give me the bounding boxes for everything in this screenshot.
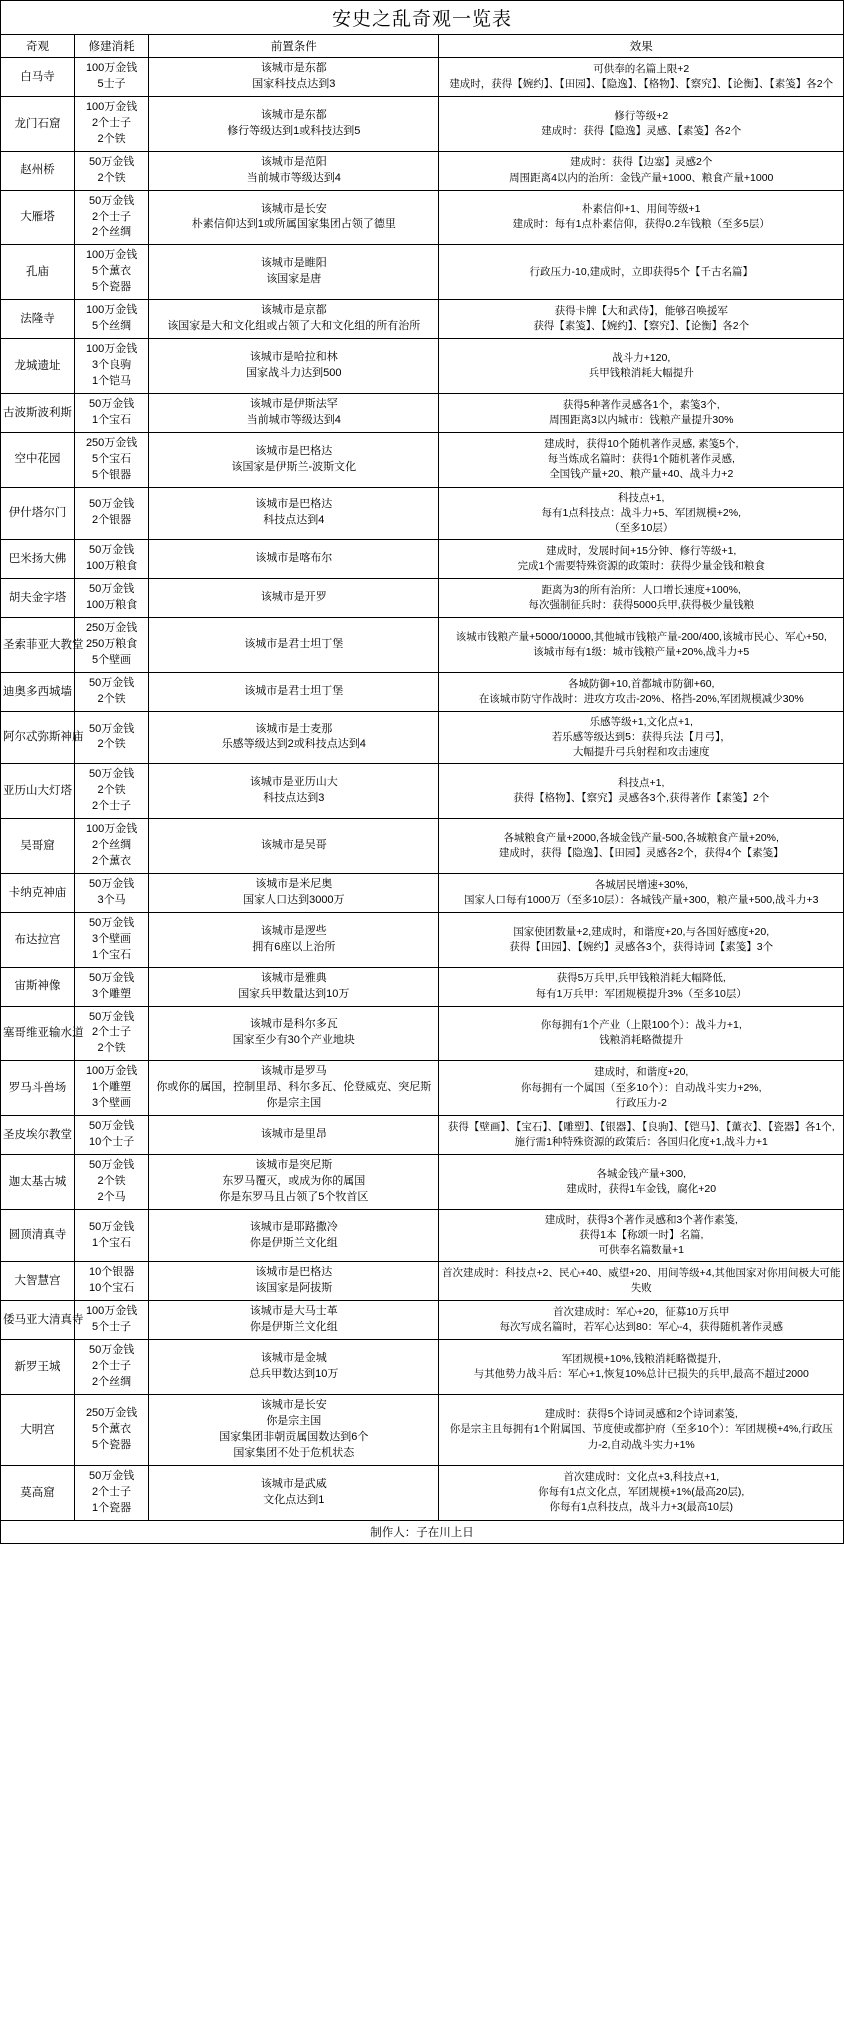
wonder-cost-cell: 100万金钱 5个丝绸	[75, 300, 149, 339]
table-row	[1, 1006, 844, 1061]
wonder-effect-cell: 首次建成时：军心+20，征募10万兵甲 每次写成名篇时，若军心达到80：军心-4，获得随机著作灵感	[439, 1301, 844, 1340]
wonder-cost-cell: 10个银器 10个宝石	[75, 1262, 149, 1301]
wonder-name-cell: 迦太基古城	[1, 1155, 75, 1210]
credit-text: 制作人：子在川上日	[1, 1520, 844, 1543]
wonder-name-cell: 大雁塔	[1, 190, 75, 245]
wonder-requirement-cell: 该城市是君士坦丁堡	[149, 617, 439, 672]
wonder-name-cell: 莫高窟	[1, 1465, 75, 1520]
wonder-name-cell: 宙斯神像	[1, 967, 75, 1006]
table-row	[1, 672, 844, 711]
wonder-effect-cell: 朴素信仰+1、用间等级+1 建成时：每有1点朴素信仰，获得0.2车钱粮（至多5层）	[439, 190, 844, 245]
wonder-name-cell: 迪奥多西城墙	[1, 672, 75, 711]
table-row	[1, 393, 844, 432]
wonder-cost-cell: 50万金钱 100万粮食	[75, 579, 149, 618]
wonder-effect-cell: 可供奉的名篇上限+2 建成时，获得【婉约】、【田园】、【隐逸】、【格物】、【察究】、【论衡】、【素笺】各2个	[439, 58, 844, 97]
wonder-cost-cell: 50万金钱 2个铁 2个士子	[75, 764, 149, 819]
table-row	[1, 1262, 844, 1301]
table-row	[1, 540, 844, 579]
wonder-cost-cell: 50万金钱 1个宝石	[75, 393, 149, 432]
wonder-requirement-cell: 该城市是喀布尔	[149, 540, 439, 579]
wonder-effect-cell: 该城市钱粮产量+5000/10000,其他城市钱粮产量-200/400,该城市民心、军心+50, 该城市每有1级：城市钱粮产量+20%,战斗力+5	[439, 617, 844, 672]
wonder-effect-cell: 各城金钱产量+300, 建成时，获得1车金钱，腐化+20	[439, 1155, 844, 1210]
table-row	[1, 1209, 844, 1262]
wonder-effect-cell: 获得卡牌【大和武侍】，能够召唤援军 获得【素笺】、【婉约】、【察究】、【论衡】各2个	[439, 300, 844, 339]
wonder-requirement-cell: 该城市是东都 修行等级达到1或科技达到5	[149, 96, 439, 151]
wonder-cost-cell: 50万金钱 3个壁画 1个宝石	[75, 912, 149, 967]
wonder-effect-cell: 乐感等级+1,文化点+1, 若乐感等级达到5：获得兵法【月弓】， 大幅提升弓兵射程和攻击速度	[439, 711, 844, 764]
table-row	[1, 711, 844, 764]
wonder-name-cell: 胡夫金字塔	[1, 579, 75, 618]
wonder-requirement-cell: 该城市是亚历山大 科技点达到3	[149, 764, 439, 819]
wonder-name-cell: 孔庙	[1, 245, 75, 300]
table-row	[1, 1465, 844, 1520]
wonder-effect-cell: 军团规模+10%,钱粮消耗略微提升, 与其他势力战斗后：军心+1,恢复10%总计已损失的兵甲,最高不超过2000	[439, 1340, 844, 1395]
table-row	[1, 1155, 844, 1210]
wonder-requirement-cell: 该城市是巴格达 该国家是伊斯兰-波斯文化	[149, 432, 439, 487]
wonder-requirement-cell: 该城市是大马士革 你是伊斯兰文化组	[149, 1301, 439, 1340]
wonder-requirement-cell: 该城市是士麦那 乐感等级达到2或科技点达到4	[149, 711, 439, 764]
wonder-name-cell: 圣索菲亚大教堂	[1, 617, 75, 672]
wonder-effect-cell: 获得【壁画】、【宝石】、【雕塑】、【银器】、【良驹】、【铠马】、【薰衣】、【瓷器】各1个, 施行需1种特殊资源的政策后：各国归化度+1,战斗力+1	[439, 1116, 844, 1155]
wonder-effect-cell: 建成时，获得3个著作灵感和3个著作素笺, 获得1本【称颂一时】名篇, 可供奉名篇数量+1	[439, 1209, 844, 1262]
wonder-name-cell: 大明宫	[1, 1395, 75, 1466]
column-header-name: 奇观	[1, 35, 75, 58]
wonder-cost-cell: 250万金钱 5个薰衣 5个瓷器	[75, 1395, 149, 1466]
table-row	[1, 912, 844, 967]
wonder-name-cell: 龙城遗址	[1, 339, 75, 394]
table-row	[1, 151, 844, 190]
table-row	[1, 617, 844, 672]
table-row	[1, 487, 844, 540]
table-row	[1, 58, 844, 97]
wonder-effect-cell: 建成时，发展时间+15分钟、修行等级+1, 完成1个需要特殊资源的政策时：获得少量金钱和粮食	[439, 540, 844, 579]
wonder-cost-cell: 50万金钱 1个宝石	[75, 1209, 149, 1262]
wonder-name-cell: 阿尔忒弥斯神庙	[1, 711, 75, 764]
table-row	[1, 967, 844, 1006]
wonder-cost-cell: 50万金钱 2个铁	[75, 711, 149, 764]
wonder-name-cell: 赵州桥	[1, 151, 75, 190]
wonder-cost-cell: 100万金钱 5士子	[75, 58, 149, 97]
wonder-effect-cell: 建成时，和谐度+20, 你每拥有一个属国（至多10个）：自动战斗实力+2%, 行政压力-2	[439, 1061, 844, 1116]
table-row	[1, 339, 844, 394]
table-header-row	[1, 35, 844, 58]
wonder-effect-cell: 获得5万兵甲,兵甲钱粮消耗大幅降低, 每有1万兵甲：军团规模提升3%（至多10层）	[439, 967, 844, 1006]
wonder-cost-cell: 50万金钱 10个士子	[75, 1116, 149, 1155]
wonder-cost-cell: 50万金钱 2个士子 1个瓷器	[75, 1465, 149, 1520]
table-row	[1, 432, 844, 487]
wonder-requirement-cell: 该城市是武威 文化点达到1	[149, 1465, 439, 1520]
wonder-cost-cell: 50万金钱 100万粮食	[75, 540, 149, 579]
wonder-name-cell: 卡纳克神庙	[1, 873, 75, 912]
wonder-cost-cell: 50万金钱 3个马	[75, 873, 149, 912]
table-row	[1, 1340, 844, 1395]
wonder-name-cell: 新罗王城	[1, 1340, 75, 1395]
wonder-name-cell: 伊什塔尔门	[1, 487, 75, 540]
wonder-cost-cell: 50万金钱 2个铁	[75, 151, 149, 190]
wonder-cost-cell: 50万金钱 3个雕塑	[75, 967, 149, 1006]
wonder-requirement-cell: 该城市是金城 总兵甲数达到10万	[149, 1340, 439, 1395]
wonder-requirement-cell: 该城市是哈拉和林 国家战斗力达到500	[149, 339, 439, 394]
wonder-name-cell: 塞哥维亚输水道	[1, 1006, 75, 1061]
wonder-effect-cell: 战斗力+120, 兵甲钱粮消耗大幅提升	[439, 339, 844, 394]
wonder-requirement-cell: 该城市是巴格达 科技点达到4	[149, 487, 439, 540]
table-row	[1, 300, 844, 339]
wonder-name-cell: 亚历山大灯塔	[1, 764, 75, 819]
wonder-effect-cell: 你每拥有1个产业（上限100个）：战斗力+1, 钱粮消耗略微提升	[439, 1006, 844, 1061]
wonder-name-cell: 巴米扬大佛	[1, 540, 75, 579]
wonder-requirement-cell: 该城市是里昂	[149, 1116, 439, 1155]
wonder-cost-cell: 100万金钱 5个士子	[75, 1301, 149, 1340]
wonder-requirement-cell: 该城市是巴格达 该国家是阿拔斯	[149, 1262, 439, 1301]
wonder-requirement-cell: 该城市是罗马 你或你的属国，控制里昂、科尔多瓦、伦登威克、突尼斯 你是宗主国	[149, 1061, 439, 1116]
wonder-requirement-cell: 该城市是东都 国家科技点达到3	[149, 58, 439, 97]
wonder-name-cell: 圣皮埃尔教堂	[1, 1116, 75, 1155]
wonder-cost-cell: 50万金钱 2个士子 2个铁	[75, 1006, 149, 1061]
wonder-effect-cell: 科技点+1, 获得【格物】、【察究】灵感各3个,获得著作【素笺】2个	[439, 764, 844, 819]
wonder-effect-cell: 建成时：获得5个诗词灵感和2个诗词素笺, 你是宗主且每拥有1个附属国、节度使或都护府（至多10个）：军团规模+4%,行政压力-2,自动战斗实力+1%	[439, 1395, 844, 1466]
wonder-requirement-cell: 该城市是范阳 当前城市等级达到4	[149, 151, 439, 190]
wonder-cost-cell: 100万金钱 2个丝绸 2个薰衣	[75, 819, 149, 874]
wonder-name-cell: 龙门石窟	[1, 96, 75, 151]
wonder-effect-cell: 首次建成时：科技点+2、民心+40、威望+20、用间等级+4,其他国家对你用间极大可能失败	[439, 1262, 844, 1301]
wonder-cost-cell: 250万金钱 5个宝石 5个银器	[75, 432, 149, 487]
table-row	[1, 190, 844, 245]
wonder-requirement-cell: 该城市是逻些 拥有6座以上治所	[149, 912, 439, 967]
wonder-cost-cell: 50万金钱 2个银器	[75, 487, 149, 540]
table-row	[1, 873, 844, 912]
table-row	[1, 1395, 844, 1466]
wonder-effect-cell: 距离为3的所有治所：人口增长速度+100%, 每次强制征兵时：获得5000兵甲,获得极少量钱粮	[439, 579, 844, 618]
column-header-requirement: 前置条件	[149, 35, 439, 58]
wonder-requirement-cell: 该城市是伊斯法罕 当前城市等级达到4	[149, 393, 439, 432]
wonder-name-cell: 布达拉宫	[1, 912, 75, 967]
wonder-cost-cell: 50万金钱 2个铁	[75, 672, 149, 711]
wonder-cost-cell: 100万金钱 1个雕塑 3个壁画	[75, 1061, 149, 1116]
wonder-effect-cell: 国家使团数量+2,建成时，和谐度+20,与各国好感度+20, 获得【田园】、【婉约】灵感各3个，获得诗词【素笺】3个	[439, 912, 844, 967]
wonder-effect-cell: 获得5种著作灵感各1个，素笺3个, 周围距离3以内城市：钱粮产量提升30%	[439, 393, 844, 432]
wonder-requirement-cell: 该城市是突尼斯 东罗马覆灭，或成为你的属国 你是东罗马且占领了5个牧首区	[149, 1155, 439, 1210]
table-row	[1, 764, 844, 819]
table-row	[1, 1116, 844, 1155]
wonder-requirement-cell: 该城市是科尔多瓦 国家至少有30个产业地块	[149, 1006, 439, 1061]
wonder-requirement-cell: 该城市是睢阳 该国家是唐	[149, 245, 439, 300]
table-row	[1, 579, 844, 618]
wonder-cost-cell: 100万金钱 5个薰衣 5个瓷器	[75, 245, 149, 300]
wonder-cost-cell: 250万金钱 250万粮食 5个壁画	[75, 617, 149, 672]
wonder-cost-cell: 50万金钱 2个士子 2个丝绸	[75, 1340, 149, 1395]
wonder-requirement-cell: 该城市是雅典 国家兵甲数量达到10万	[149, 967, 439, 1006]
page-title: 安史之乱奇观一览表	[1, 1, 844, 35]
table-row	[1, 1061, 844, 1116]
wonder-effect-cell: 各城居民增速+30%, 国家人口每有1000万（至多10层）：各城钱产量+300，粮产量+500,战斗力+3	[439, 873, 844, 912]
wonder-name-cell: 圆顶清真寺	[1, 1209, 75, 1262]
wonder-effect-cell: 建成时：获得【边塞】灵感2个 周围距离4以内的治所：金钱产量+1000、粮食产量+1000	[439, 151, 844, 190]
wonder-name-cell: 大智慧宫	[1, 1262, 75, 1301]
wonder-requirement-cell: 该城市是长安 你是宗主国 国家集团非朝贡属国数达到6个 国家集团不处于危机状态	[149, 1395, 439, 1466]
wonder-requirement-cell: 该城市是耶路撒冷 你是伊斯兰文化组	[149, 1209, 439, 1262]
wonder-name-cell: 倭马亚大清真寺	[1, 1301, 75, 1340]
table-row	[1, 1301, 844, 1340]
wonder-name-cell: 吴哥窟	[1, 819, 75, 874]
table-footer-row	[1, 1520, 844, 1543]
wonder-effect-cell: 首次建成时：文化点+3,科技点+1, 你每有1点文化点，军团规模+1%(最高20层), 你每有1点科技点，战斗力+3(最高10层)	[439, 1465, 844, 1520]
wonder-effect-cell: 科技点+1, 每有1点科技点：战斗力+5、军团规模+2%, （至多10层）	[439, 487, 844, 540]
wonder-name-cell: 白马寺	[1, 58, 75, 97]
wonder-name-cell: 罗马斗兽场	[1, 1061, 75, 1116]
wonder-requirement-cell: 该城市是吴哥	[149, 819, 439, 874]
table-row	[1, 96, 844, 151]
table-title-row	[1, 1, 844, 35]
wonder-effect-cell: 建成时，获得10个随机著作灵感, 素笺5个, 每当炼成名篇时：获得1个随机著作灵感, 全国钱产量+20、粮产量+40、战斗力+2	[439, 432, 844, 487]
wonder-effect-cell: 各城防御+10,首都城市防御+60, 在该城市防守作战时：进攻方攻击-20%、格挡-20%,军团规模减少30%	[439, 672, 844, 711]
column-header-cost: 修建消耗	[75, 35, 149, 58]
wonder-cost-cell: 50万金钱 2个铁 2个马	[75, 1155, 149, 1210]
wonder-requirement-cell: 该城市是京都 该国家是大和文化组或占领了大和文化组的所有治所	[149, 300, 439, 339]
wonder-cost-cell: 50万金钱 2个士子 2个丝绸	[75, 190, 149, 245]
wonder-effect-cell: 行政压力-10,建成时，立即获得5个【千古名篇】	[439, 245, 844, 300]
wonder-requirement-cell: 该城市是米尼奥 国家人口达到3000万	[149, 873, 439, 912]
wonder-effect-cell: 修行等级+2 建成时：获得【隐逸】灵感、【素笺】各2个	[439, 96, 844, 151]
wonder-name-cell: 法隆寺	[1, 300, 75, 339]
wonder-requirement-cell: 该城市是长安 朴素信仰达到1或所属国家集团占领了德里	[149, 190, 439, 245]
wonder-cost-cell: 100万金钱 3个良驹 1个铠马	[75, 339, 149, 394]
column-header-effect: 效果	[439, 35, 844, 58]
wonder-cost-cell: 100万金钱 2个士子 2个铁	[75, 96, 149, 151]
table-row	[1, 245, 844, 300]
table-row	[1, 819, 844, 874]
wonder-requirement-cell: 该城市是开罗	[149, 579, 439, 618]
wonder-effect-cell: 各城粮食产量+2000,各城金钱产量-500,各城粮食产量+20%, 建成时，获得【隐逸】、【田园】灵感各2个，获得4个【素笺】	[439, 819, 844, 874]
wonder-name-cell: 古波斯波利斯	[1, 393, 75, 432]
wonder-name-cell: 空中花园	[1, 432, 75, 487]
wonder-requirement-cell: 该城市是君士坦丁堡	[149, 672, 439, 711]
